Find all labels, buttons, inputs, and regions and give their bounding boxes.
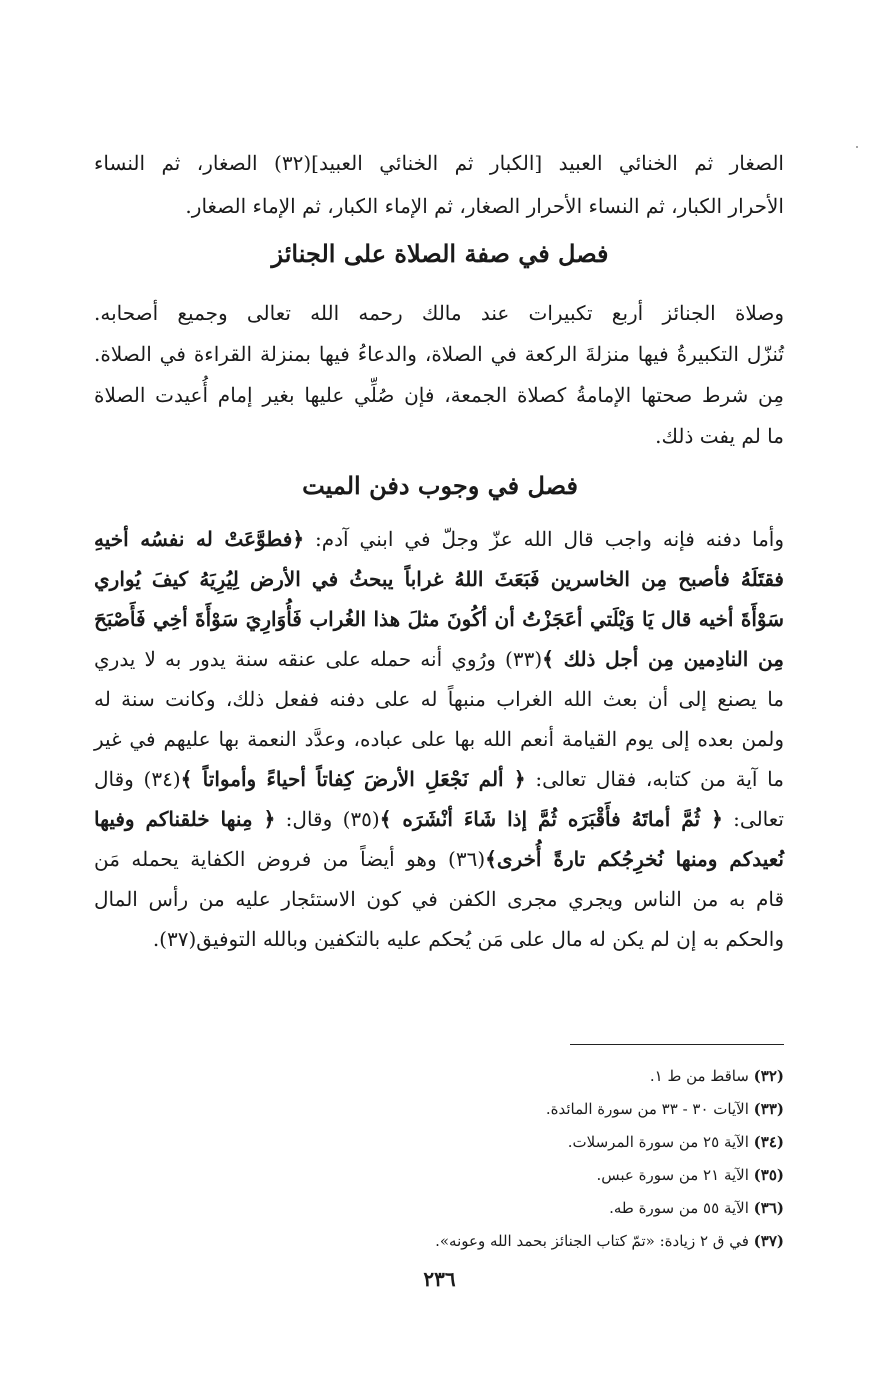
paragraph-line [94, 601, 784, 637]
paragraph-line: مِن شرط صحتها الإمامةُ كصلاة الجمعة، فإن صُلِّي عليها بغير إمام أُعيدت الصلاة [94, 383, 784, 407]
quran-verse: ﴿ مِنها خلقناكم وفيها [94, 807, 276, 831]
footnote [94, 1160, 784, 1190]
paragraph-line [94, 521, 784, 557]
footnote-number: (٣٢) [753, 1067, 784, 1085]
paragraph-line [94, 801, 784, 837]
text-run: (٣٦) وهو أيضاً من فروض الكفاية يحمله مَن [94, 847, 486, 871]
paragraph-line [94, 681, 784, 717]
footnote [94, 1226, 784, 1256]
quran-verse: ﴿ ثُمَّ أماتَهُ فأَقْبَرَه ثُمَّ إذا شَاءَ أنْشَرَه ﴾ [379, 807, 723, 831]
footnote-text: الآيات ٣٠ - ٣٣ من سورة المائدة. [545, 1100, 754, 1118]
text-run: قام به من الناس ويجري مجرى الكفن في كون الاستئجار عليه من رأس المال [94, 887, 785, 911]
intro-line: الصغار ثم الخنائي العبيد [الكبار ثم الخنائي العبيد](٣٢) الصغار، ثم النساء [94, 151, 784, 175]
paragraph-line [94, 721, 784, 757]
intro-line: الأحرار الكبار، ثم النساء الأحرار الصغار، ثم الإماء الكبار، ثم الإماء الصغار. [185, 194, 784, 218]
page-number: ٢٣٦ [423, 1267, 456, 1291]
text-run: ما آية من كتابه، فقال تعالى: [525, 767, 784, 791]
footnote-text: ساقط من ط ١. [649, 1067, 754, 1085]
quran-verse: مِن النادِمين مِن أجل ذلك ﴾ [542, 647, 784, 671]
paragraph-line [94, 641, 784, 677]
footnote-text: الآية ٢١ من سورة عبس. [596, 1166, 754, 1184]
footnote-text: الآية ٥٥ من سورة طه. [609, 1199, 754, 1217]
section-heading: فصل في وجوب دفن الميت [302, 471, 578, 500]
footnote [94, 1061, 784, 1091]
footnote-text: الآية ٢٥ من سورة المرسلات. [567, 1133, 754, 1151]
paragraph-line [94, 921, 784, 957]
section-heading: فصل في صفة الصلاة على الجنائز [271, 239, 609, 268]
footnote [94, 1193, 784, 1223]
footnote [94, 1094, 784, 1124]
paragraph-line: ما لم يفت ذلك. [655, 424, 784, 448]
quran-verse: نُعيدكم ومنها نُخرِجُكم تارةً أُخرى﴾ [485, 847, 784, 871]
footnote-number: (٣٣) [753, 1100, 784, 1118]
footnote [94, 1127, 784, 1157]
text-run: ما يصنع إلى أن بعث الله الغراب منبهاً له على دفنه ففعل ذلك، وكانت سنة له [94, 687, 784, 711]
paragraph-line: وصلاة الجنائز أربع تكبيرات عند مالك رحمه الله تعالى وجميع أصحابه. [94, 301, 784, 325]
quran-verse: فقتَلَهُ فأصبح مِن الخاسرين فَبَعَثَ اللهُ غراباً يبحثُ في الأرض لِيُرِيَهُ كيفَ يُواري [94, 567, 784, 591]
text-run: (٣٥) وقال: [275, 807, 380, 831]
paragraph-line [94, 761, 784, 797]
text-run: ولمن بعده إلى يوم القيامة أنعم الله بها على عباده، وعدَّد النعمة بها عليهم في غير [94, 727, 784, 751]
quran-verse: ﴿فطوَّعَتْ له نفسُه أخيهِ [94, 527, 305, 551]
text-run: وأما دفنه فإنه واجب قال الله عزّ وجلّ في ابني آدم: [304, 527, 784, 551]
paragraph-line: تُنزّل التكبيرةُ فيها منزلةَ الركعة في الصلاة، والدعاءُ فيها بمنزلة القراءة في الصلاة. [94, 342, 784, 366]
footnote-text: في ق ٢ زيادة: «تمّ كتاب الجنائز بحمد الله وعونه». [435, 1232, 754, 1250]
scan-speck [856, 146, 858, 148]
footnote-number: (٣٦) [753, 1199, 784, 1217]
paragraph-line [94, 841, 784, 877]
footnote-divider [570, 1044, 784, 1045]
text-run: (٣٤) وقال [94, 767, 181, 791]
text-run: (٣٣) ورُوي أنه حمله على عنقه سنة يدور به لا يدري [94, 647, 543, 671]
footnote-number: (٣٧) [753, 1232, 784, 1250]
footnote-number: (٣٥) [753, 1166, 784, 1184]
quran-verse: سَوْأَةَ أخيه قال يَا وَيْلَتي أعَجَزْتُ أن أكُونَ مثلَ هذا الغُراب فَأُوَارِيَ سَوْأَةَ أخِي فَأَصْبَحَ [94, 607, 784, 631]
text-run: تعالى: [722, 807, 784, 831]
footnote-number: (٣٤) [753, 1133, 784, 1151]
quran-verse: ﴿ ألم نَجْعَلِ الأرضَ كِفاتاً أحياءً وأمواتاً ﴾ [180, 767, 526, 791]
text-run: والحكم به إن لم يكن له مال على مَن يُحكم عليه بالتكفين وبالله التوفيق(٣٧). [152, 927, 784, 951]
paragraph-line [94, 561, 784, 597]
paragraph-line [94, 881, 784, 917]
